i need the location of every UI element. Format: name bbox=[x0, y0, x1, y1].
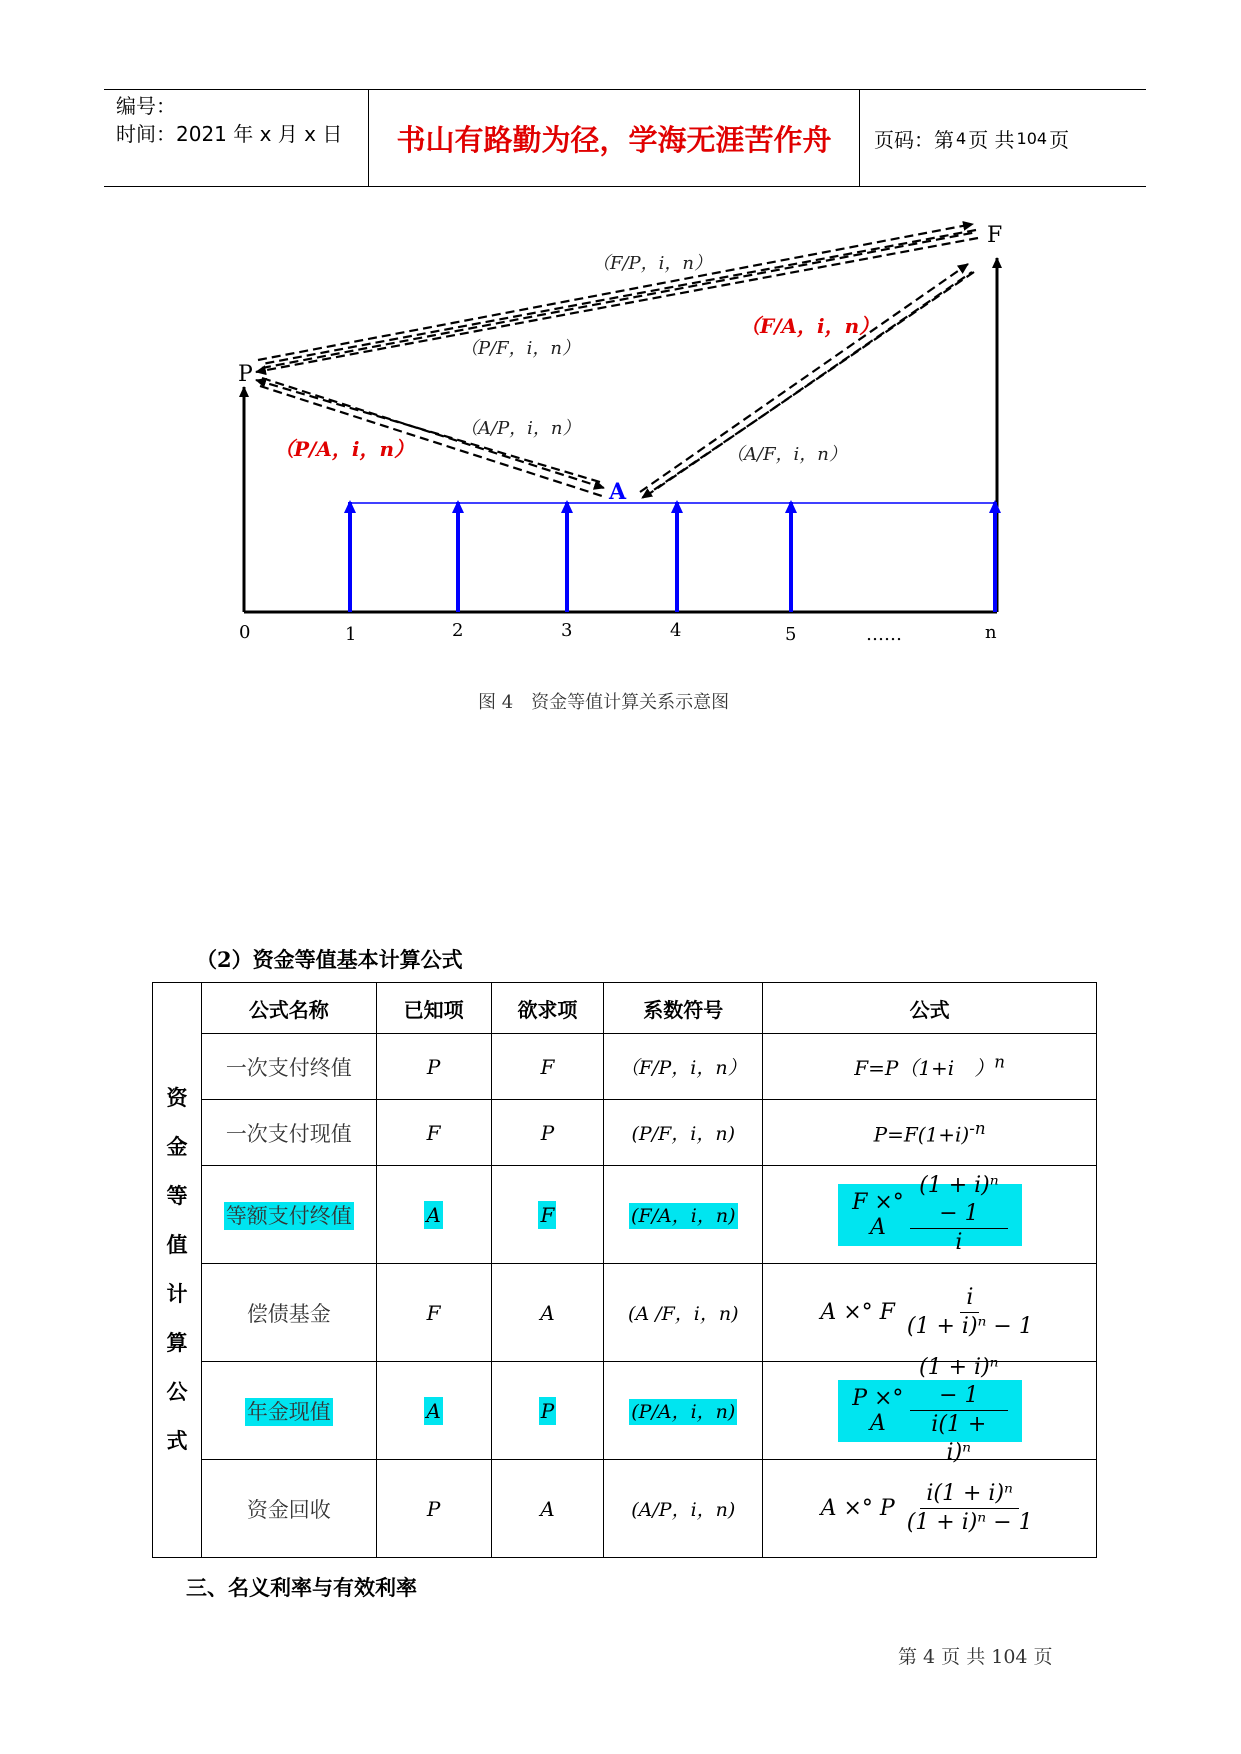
page-mid: 页 共 bbox=[968, 127, 1015, 152]
coefficient-symbol: (P/F，i，n) bbox=[604, 1100, 763, 1166]
side-char: 算 bbox=[166, 1331, 188, 1355]
col-header-coef: 系数符号 bbox=[604, 983, 763, 1034]
coefficient-symbol: （F/P，i，n） bbox=[604, 1034, 763, 1100]
formula-numerator: i(1 + i)ⁿ bbox=[920, 1480, 1019, 1509]
axis-label-2: 2 bbox=[452, 620, 464, 641]
known-term bbox=[376, 1166, 491, 1264]
formula-lhs: F ×° A bbox=[852, 1189, 904, 1240]
label-fa: （F/A，i，n） bbox=[740, 314, 880, 338]
formula-denominator: (1 + i)ⁿ − 1 bbox=[906, 1314, 1033, 1339]
axis-label-dots: …… bbox=[866, 624, 902, 645]
formula-box bbox=[838, 1355, 1022, 1465]
wanted-term bbox=[491, 1362, 604, 1460]
axis-label-3: 3 bbox=[561, 620, 573, 641]
axis-label-1: 1 bbox=[345, 624, 357, 645]
formula-table bbox=[152, 982, 1097, 1558]
side-char: 值 bbox=[166, 1233, 188, 1257]
table-row bbox=[153, 1264, 1097, 1362]
side-char: 资 bbox=[166, 1086, 188, 1110]
formula-numerator: (1 + i)ⁿ − 1 bbox=[910, 1172, 1007, 1229]
known-term-text: A bbox=[426, 1202, 441, 1227]
page-number: 4 bbox=[956, 128, 967, 148]
formula-exponent: n bbox=[994, 1052, 1005, 1072]
known-term bbox=[376, 1362, 491, 1460]
side-label bbox=[153, 983, 202, 1558]
label-af: （A/F，i，n） bbox=[726, 444, 847, 465]
formula-numerator: i bbox=[960, 1284, 979, 1313]
formula-cell bbox=[763, 1355, 1097, 1465]
page-suffix: 页 bbox=[1049, 127, 1070, 152]
formula-name: 资金回收 bbox=[201, 1460, 376, 1558]
coefficient-symbol: (A /F，i，n) bbox=[604, 1264, 763, 1362]
known-term: P bbox=[376, 1460, 491, 1558]
formula-denominator: i bbox=[955, 1230, 963, 1255]
col-header-known: 已知项 bbox=[376, 983, 491, 1034]
formula-lhs: P ×° A bbox=[852, 1385, 904, 1436]
wanted-term-text: F bbox=[540, 1202, 555, 1227]
col-header-formula: 公式 bbox=[763, 983, 1097, 1034]
node-f: F bbox=[987, 223, 1003, 248]
table-header-row bbox=[153, 983, 1097, 1034]
section-title: （2）资金等值基本计算公式 bbox=[196, 947, 463, 972]
formula-name: 一次支付现值 bbox=[201, 1100, 376, 1166]
side-char: 金 bbox=[166, 1135, 188, 1159]
header-time: 时间：2021 年 x 月 x 日 bbox=[116, 122, 343, 146]
figure-caption: 图 4 资金等值计算关系示意图 bbox=[478, 692, 730, 713]
formula-name bbox=[201, 1362, 376, 1460]
axis-label-5: 5 bbox=[785, 624, 797, 645]
table-row bbox=[153, 1034, 1097, 1100]
formula-text: P=F(1+i) bbox=[873, 1122, 970, 1147]
side-char: 计 bbox=[166, 1282, 188, 1306]
side-char: 公 bbox=[166, 1380, 188, 1404]
formula-cell bbox=[763, 1166, 1097, 1264]
formula-name: 偿债基金 bbox=[201, 1264, 376, 1362]
known-term: F bbox=[376, 1100, 491, 1166]
label-fp: （F/P，i，n） bbox=[592, 253, 713, 274]
wanted-term: A bbox=[491, 1460, 604, 1558]
table-row bbox=[153, 1460, 1097, 1558]
formula-cell bbox=[763, 1460, 1097, 1558]
side-char: 式 bbox=[166, 1429, 188, 1453]
formula-fraction bbox=[901, 1284, 1039, 1341]
page-footer: 第 4 页 共 104 页 bbox=[898, 1646, 1053, 1668]
formula-box bbox=[807, 1474, 1053, 1543]
known-term-text: A bbox=[426, 1398, 441, 1423]
formula-fraction bbox=[910, 1172, 1007, 1257]
formula-lhs: A ×° P bbox=[820, 1496, 895, 1521]
formula-lhs: A ×° F bbox=[820, 1300, 895, 1325]
formula-name: 一次支付终值 bbox=[201, 1034, 376, 1100]
table-row bbox=[153, 1100, 1097, 1166]
formula-numerator: (1 + i)ⁿ − 1 bbox=[910, 1354, 1008, 1411]
formula-cell bbox=[763, 1100, 1097, 1166]
cash-flow-diagram bbox=[0, 0, 1241, 680]
axis-label-0: 0 bbox=[239, 622, 251, 643]
formula-box bbox=[806, 1278, 1053, 1347]
formula-text: F=P（1+i ） bbox=[854, 1056, 995, 1080]
coefficient-text: (F/A，i，n) bbox=[631, 1205, 736, 1227]
formula-name-text: 年金现值 bbox=[246, 1399, 331, 1424]
formula-fraction bbox=[901, 1480, 1039, 1537]
node-p: P bbox=[238, 362, 253, 387]
arrow-p-to-f-1 bbox=[258, 224, 973, 360]
axis-label-n: n bbox=[985, 622, 997, 643]
coefficient-text: (P/A，i，n) bbox=[631, 1401, 736, 1423]
header-number-label: 编号： bbox=[116, 94, 176, 118]
known-term: F bbox=[376, 1264, 491, 1362]
formula-denominator: i(1 + i)ⁿ bbox=[931, 1412, 987, 1465]
formula-name-text: 等额支付终值 bbox=[225, 1203, 352, 1228]
page-total: 104 bbox=[1016, 128, 1048, 148]
axis-label-4: 4 bbox=[670, 620, 682, 641]
formula-box bbox=[838, 1173, 1022, 1255]
known-term: P bbox=[376, 1034, 491, 1100]
label-pf: （P/F，i，n） bbox=[460, 338, 581, 359]
formula-fraction bbox=[910, 1354, 1008, 1467]
annuity-arrows bbox=[350, 502, 995, 612]
page-prefix: 页码：第 bbox=[874, 127, 954, 152]
node-a: A bbox=[609, 479, 627, 505]
coefficient-symbol bbox=[604, 1362, 763, 1460]
coefficient-symbol: (A/P，i，n) bbox=[604, 1460, 763, 1558]
col-header-want: 欲求项 bbox=[491, 983, 604, 1034]
formula-name bbox=[201, 1166, 376, 1264]
table-row bbox=[153, 1362, 1097, 1460]
col-header-name: 公式名称 bbox=[201, 983, 376, 1034]
label-ap: （A/P，i，n） bbox=[460, 418, 581, 439]
side-char: 等 bbox=[166, 1184, 188, 1208]
formula-denominator: (1 + i)ⁿ − 1 bbox=[906, 1510, 1033, 1535]
wanted-term: P bbox=[491, 1100, 604, 1166]
wanted-term-text: P bbox=[540, 1398, 555, 1423]
formula-exponent: -n bbox=[969, 1118, 986, 1138]
wanted-term: A bbox=[491, 1264, 604, 1362]
formula-cell bbox=[763, 1034, 1097, 1100]
coefficient-symbol bbox=[604, 1166, 763, 1264]
header-motto: 书山有路勤为径，学海无涯苦作舟 bbox=[368, 90, 860, 186]
formula-cell bbox=[763, 1264, 1097, 1362]
label-pa: （P/A，i，n） bbox=[274, 437, 414, 461]
section3-title: 三、名义利率与有效利率 bbox=[186, 1575, 417, 1600]
wanted-term bbox=[491, 1166, 604, 1264]
table-row bbox=[153, 1166, 1097, 1264]
wanted-term: F bbox=[491, 1034, 604, 1100]
